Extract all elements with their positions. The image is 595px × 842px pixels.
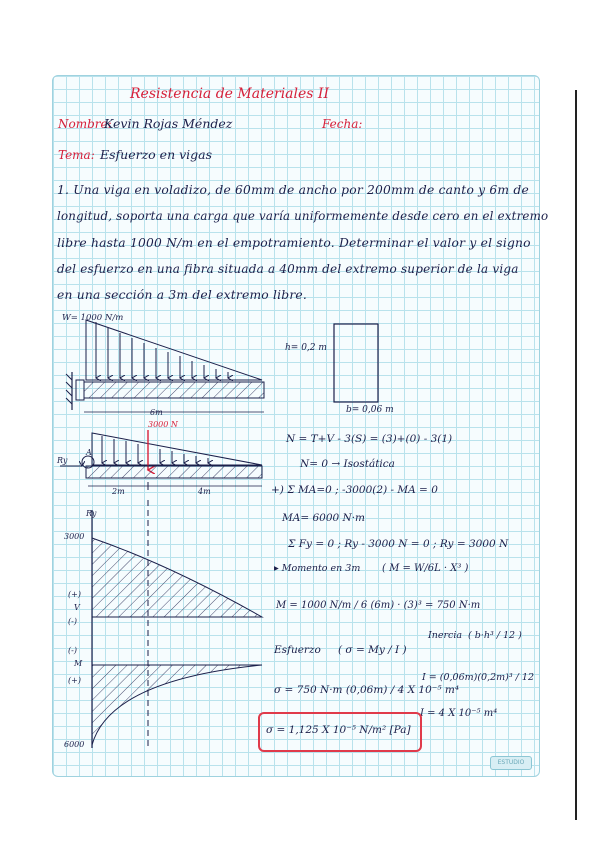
stress-label: Esfuerzo	[274, 644, 321, 656]
segment-1-label: 2m	[112, 487, 125, 496]
problem-line: longitud, soporta una carga que varía uniformemente desde cero en el extremo	[57, 209, 549, 223]
sigma-calculation: σ = 750 N·m (0,06m) / 4 X 10⁻⁵ m⁴	[274, 684, 460, 696]
minus-label: (-)	[68, 617, 77, 626]
segment-2-label: 4m	[198, 487, 211, 496]
problem-line: del esfuerzo en una fibra situada a 40mm del extremo superior de la viga	[57, 262, 519, 276]
moment-formula: ( M = W/6L · X³ )	[382, 563, 469, 574]
problem-line: libre hasta 1000 N/m en el empotramiento. Determinar el valor y el signo	[57, 236, 531, 250]
name-label: Nombre:	[58, 117, 112, 131]
problem-line: 1. Una viga en voladizo, de 60mm de ancho por 200mm de canto y 6m de	[57, 183, 529, 197]
inertia-result: I = 4 X 10⁻⁵ m⁴	[420, 708, 498, 719]
inertia-formula: ( b·h³ / 12 )	[468, 630, 522, 641]
shear-max-value: 3000	[64, 532, 85, 541]
moment-label: M	[74, 659, 83, 668]
problem-line: en una sección a 3m del extremo libre.	[57, 288, 308, 302]
moment-at-3m-label: ▸ Momento en 3m	[274, 563, 361, 574]
topic-label: Tema:	[58, 148, 95, 162]
moment-equation: +) Σ MA=0 ; -3000(2) - MA = 0	[271, 484, 438, 496]
base-label: b= 0,06 m	[346, 405, 394, 415]
sigma-result: σ = 1,125 X 10⁻⁵ N/m² [Pa]	[266, 724, 411, 736]
name-value: Kevin Rojas Méndez	[104, 116, 233, 131]
resultant-label: 3000 N	[148, 420, 178, 429]
length-label: 6m	[150, 408, 163, 417]
free-body-diagram	[60, 430, 262, 490]
ma-result: MA= 6000 N·m	[282, 512, 366, 524]
ry-label: Ry	[57, 456, 68, 465]
shear-moment-diagrams	[92, 500, 262, 748]
stress-formula: ( σ = My / I )	[338, 644, 407, 656]
moment-max-value: 6000	[64, 740, 85, 749]
cross-section	[334, 324, 378, 402]
plus-label: (+)	[68, 676, 81, 685]
moment-value: M = 1000 N/m / 6 (6m) · (3)³ = 750 N·m	[276, 600, 481, 611]
static-equation: N = T+V - 3(S) = (3)+(0) - 3(1)	[286, 433, 453, 445]
force-equation: Σ Fy = 0 ; Ry - 3000 N = 0 ; Ry = 3000 N	[288, 538, 509, 550]
v-axis-label: Ry	[86, 509, 97, 518]
paper-logo: ESTUDIO	[490, 756, 532, 770]
page-title: Resistencia de Materiales II	[130, 86, 329, 102]
cantilever-load-diagram	[66, 320, 264, 412]
plus-label: (+)	[68, 590, 81, 599]
inertia-label: Inercia	[428, 630, 463, 641]
load-label: W= 1000 N/m	[62, 313, 124, 323]
point-a-label: A	[86, 448, 92, 457]
indeterminacy-result: N= 0 → Isostática	[300, 458, 395, 470]
minus-label: (-)	[68, 646, 77, 655]
height-label: h= 0,2 m	[285, 343, 327, 353]
inertia-calculation: I = (0,06m)(0,2m)³ / 12	[422, 672, 534, 683]
shear-label: V	[74, 603, 80, 612]
date-label: Fecha:	[322, 117, 363, 131]
topic-value: Esfuerzo en vigas	[100, 147, 213, 162]
